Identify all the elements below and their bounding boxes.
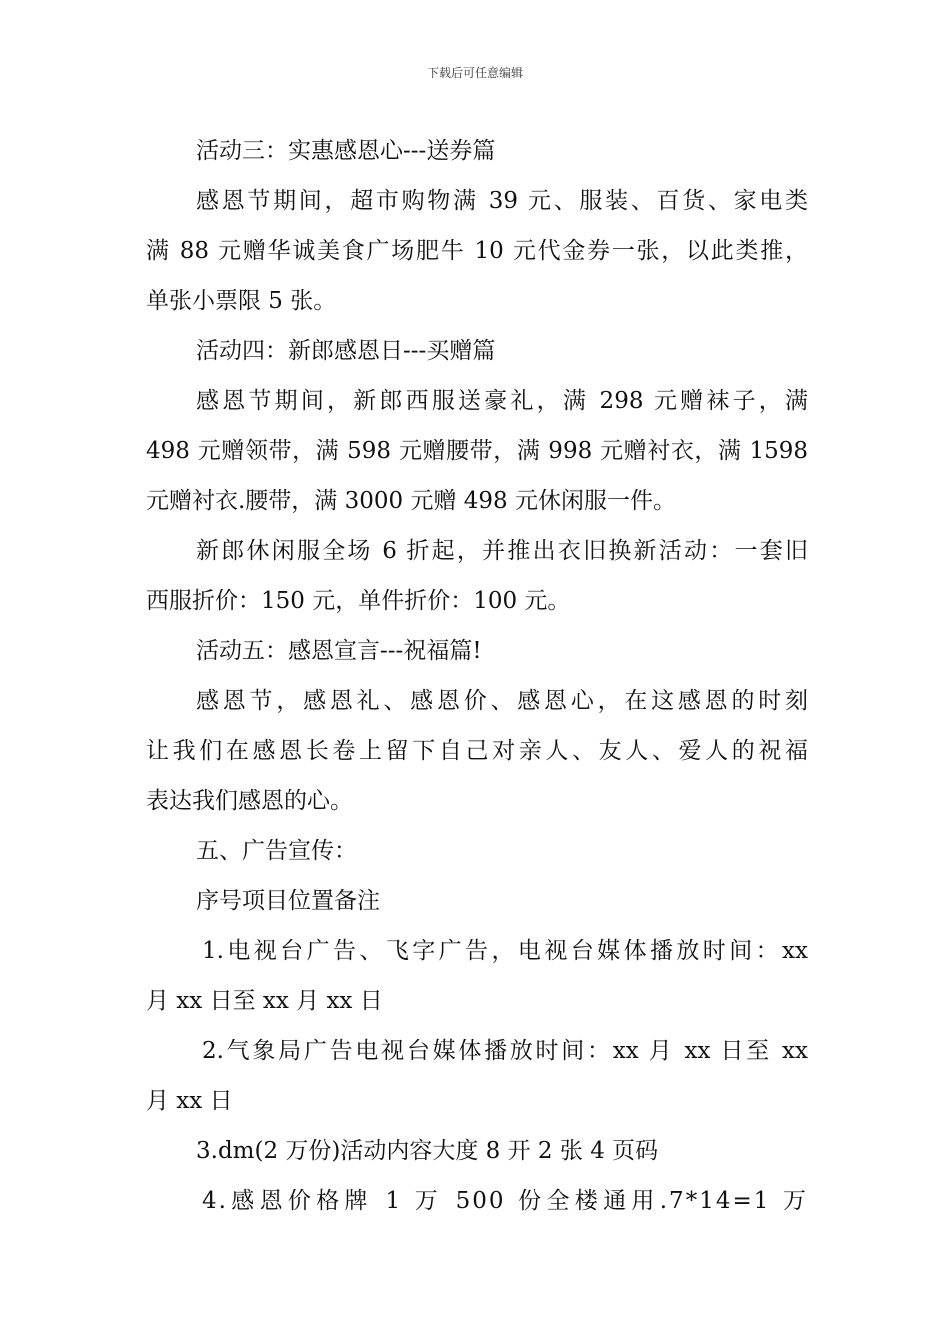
paragraph-line: 西服折价：150 元，单件折价：100 元。 xyxy=(146,588,571,614)
paragraph-line: 498 元赠领带，满 598 元赠腰带，满 998 元赠衬衣，满 1598 xyxy=(146,438,808,464)
activity-5-heading: 活动五：感恩宣言---祝福篇! xyxy=(196,638,482,664)
section-heading-advertising: 五、广告宣传： xyxy=(196,838,357,864)
paragraph-line: 感恩节期间，超市购物满 39 元、服装、百货、家电类 xyxy=(196,188,808,214)
paragraph-line: 表达我们感恩的心。 xyxy=(146,788,353,814)
list-item: 1.电视台广告、飞字广告，电视台媒体播放时间：xx xyxy=(202,938,808,964)
activity-3-heading: 活动三：实惠感恩心---送券篇 xyxy=(196,138,496,164)
paragraph-line: 让我们在感恩长卷上留下自己对亲人、友人、爱人的祝福 xyxy=(146,738,808,764)
list-item: 4.感恩价格牌 1 万 500 份全楼通用.7*14=1 万 xyxy=(202,1188,808,1214)
paragraph-line: 元赠衬衣.腰带，满 3000 元赠 498 元休闲服一件。 xyxy=(146,488,676,514)
list-item: 3.dm(2 万份)活动内容大度 8 开 2 张 4 页码 xyxy=(196,1138,659,1164)
paragraph-line: 新郎休闲服全场 6 折起，并推出衣旧换新活动：一套旧 xyxy=(196,538,808,564)
document-body xyxy=(146,126,808,1226)
list-item-continuation: 月 xx 日 xyxy=(146,1088,233,1114)
list-item-continuation: 月 xx 日至 xx 月 xx 日 xyxy=(146,988,383,1014)
paragraph-line: 感恩节期间，新郎西服送豪礼，满 298 元赠袜子，满 xyxy=(196,388,808,414)
activity-4-heading: 活动四：新郎感恩日---买赠篇 xyxy=(196,338,496,364)
list-item: 2.气象局广告电视台媒体播放时间：xx 月 xx 日至 xx xyxy=(202,1038,808,1064)
paragraph-line: 满 88 元赠华诚美食广场肥牛 10 元代金券一张，以此类推， xyxy=(146,238,808,264)
paragraph-line: 感恩节，感恩礼、感恩价、感恩心，在这感恩的时刻 xyxy=(196,688,808,714)
table-header-line: 序号项目位置备注 xyxy=(196,888,380,914)
paragraph-line: 单张小票限 5 张。 xyxy=(146,288,337,314)
page-header-note: 下载后可任意编辑 xyxy=(426,66,523,80)
